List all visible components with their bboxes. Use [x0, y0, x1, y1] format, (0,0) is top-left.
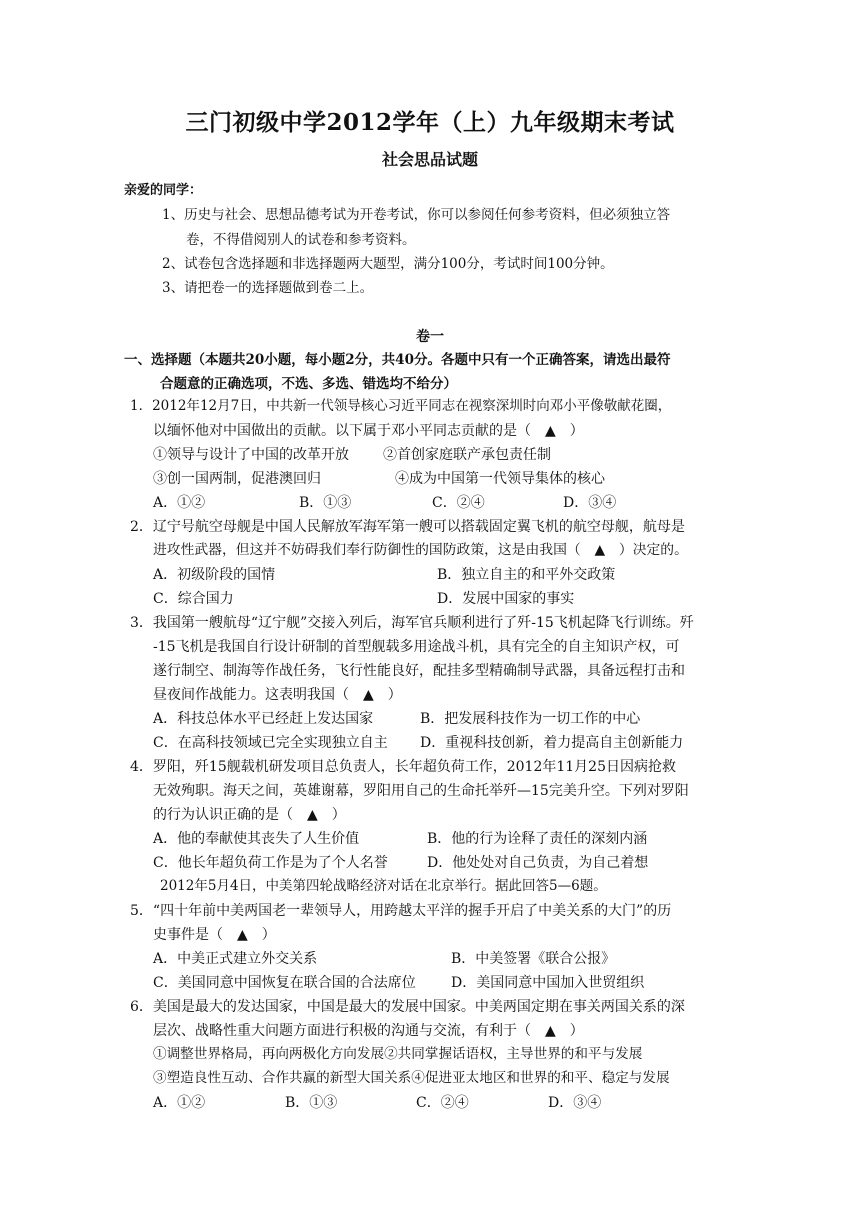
q6-items-1-2: ①调整世界格局，再向两极化方向发展②共同掌握话语权，主导世界的和平与发展	[153, 1046, 643, 1062]
q3-stem: 3．我国第一艘航母“辽宁舰”交接入列后，海军官兵顺利进行了歼-15飞机起降飞行训练。歼	[130, 615, 694, 631]
section-heading-cont: 合题意的正确选项，不选、多选、错选均不给分）	[160, 376, 457, 392]
q4-stem: 4．罗阳，歼15舰载机研发项目总负责人，长年超负荷工作，2012年11月25日因病抢救	[130, 759, 676, 775]
instruction-2: 2、试卷包含选择题和非选择题两大题型，满分100分，考试时间100分钟。	[162, 256, 614, 272]
q6-items-3-4: ③塑造良性互动、合作共赢的新型大国关系④促进亚太地区和世界的和平、稳定与发展	[153, 1070, 670, 1086]
q1-option-d: D．③④	[563, 495, 617, 511]
instruction-1-cont: 卷，不得借阅别人的试卷和参考资料。	[186, 232, 416, 248]
q4-stem-line3: 的行为认识正确的是（ ▲ ）	[153, 807, 346, 823]
q1-stem: 1．2012年12月7日，中共新一代领导核心习近平同志在视察深圳时向邓小平像敬献花圈，	[130, 398, 672, 414]
q5-stem-cont: 史事件是（ ▲ ）	[153, 927, 276, 943]
q1-item-1: ①领导与设计了中国的改革开放	[153, 447, 349, 463]
q3-stem-line2: -15飞机是我国自行设计研制的首型舰载多用途战斗机，具有完全的自主知识产权，可	[153, 639, 680, 655]
q4-option-b: B．他的行为诠释了责任的深刻内涵	[427, 831, 648, 847]
q2-option-c: C．综合国力	[153, 591, 234, 607]
q1-option-a: A．①②	[153, 495, 206, 511]
q4-option-d: D．他处处对自己负责，为自己着想	[427, 855, 649, 871]
q6-option-c: C．②④	[416, 1095, 469, 1111]
exam-subtitle: 社会思品试题	[381, 150, 478, 169]
instruction-1: 1、历史与社会、思想品德考试为开卷考试，你可以参阅任何参考资料，但必须独立答	[162, 207, 671, 223]
q4-option-c: C．他长年超负荷工作是为了个人名誉	[153, 855, 388, 871]
q4-option-a: A．他的奉献使其丧失了人生价值	[153, 831, 360, 847]
q5-option-d: D．美国同意中国加入世贸组织	[451, 975, 645, 991]
q6-option-a: A．①②	[153, 1095, 206, 1111]
q3-option-a: A．科技总体水平已经赶上发达国家	[153, 711, 374, 727]
q1-item-3: ③创一国两制，促港澳回归	[153, 471, 321, 487]
q5-stem: 5．“四十年前中美两国老一辈领导人，用跨越太平洋的握手开启了中美关系的大门”的历	[130, 903, 672, 919]
volume-label: 卷一	[416, 329, 444, 345]
q6-stem-cont: 层次、战略性重大问题方面进行积极的沟通与交流，有利于（ ▲ ）	[153, 1023, 584, 1039]
q3-option-d: D．重视科技创新，着力提高自主创新能力	[420, 735, 684, 751]
greeting: 亲爱的同学：	[124, 183, 203, 198]
context-note: 2012年5月4日，中美第四轮战略经济对话在北京举行。据此回答5—6题。	[160, 878, 607, 894]
q5-option-c: C．美国同意中国恢复在联合国的合法席位	[153, 975, 416, 991]
q6-option-b: B．①③	[285, 1095, 338, 1111]
q3-stem-line4: 昼夜间作战能力。这表明我国（ ▲ ）	[153, 687, 402, 703]
q2-option-a: A．初级阶段的国情	[153, 567, 276, 583]
q1-stem-cont: 以缅怀他对中国做出的贡献。以下属于邓小平同志贡献的是（ ▲ ）	[153, 423, 584, 439]
q2-option-d: D．发展中国家的事实	[437, 591, 575, 607]
q4-stem-line2: 无效殉职。海天之间，英雄谢幕，罗阳用自己的生命托举歼—15完美升空。下列对罗阳	[153, 783, 689, 799]
exam-title: 三门初级中学2012学年（上）九年级期末考试	[185, 109, 675, 136]
q2-option-b: B．独立自主的和平外交政策	[437, 567, 616, 583]
instruction-3: 3、请把卷一的选择题做到卷二上。	[162, 280, 374, 296]
q2-stem: 2．辽宁号航空母舰是中国人民解放军海军第一艘可以搭载固定翼飞机的航空母舰，航母是	[130, 519, 685, 535]
q5-option-b: B．中美签署《联合公报》	[451, 951, 616, 967]
q1-item-2: ②首创家庭联产承包责任制	[383, 447, 551, 463]
q1-item-4: ④成为中国第一代领导集体的核心	[395, 471, 605, 487]
q3-stem-line3: 遂行制空、制海等作战任务，飞行性能良好，配挂多型精确制导武器，具备远程打击和	[153, 663, 685, 679]
section-heading: 一、选择题（本题共20小题，每小题2分，共40分。各题中只有一个正确答案，请选出最符	[124, 352, 671, 368]
q2-stem-cont: 进攻性武器，但这并不妨碍我们奉行防御性的国防政策，这是由我国（ ▲ ）决定的。	[153, 542, 688, 558]
q1-option-b: B．①③	[299, 495, 352, 511]
q6-stem: 6．美国是最大的发达国家，中国是最大的发展中国家。中美两国定期在事关两国关系的深	[130, 999, 685, 1015]
q3-option-c: C．在高科技领域已完全实现独立自主	[153, 735, 388, 751]
q6-option-d: D．③④	[548, 1095, 602, 1111]
q3-option-b: B．把发展科技作为一切工作的中心	[420, 711, 641, 727]
q1-option-c: C．②④	[432, 495, 485, 511]
q5-option-a: A．中美正式建立外交关系	[153, 951, 318, 967]
